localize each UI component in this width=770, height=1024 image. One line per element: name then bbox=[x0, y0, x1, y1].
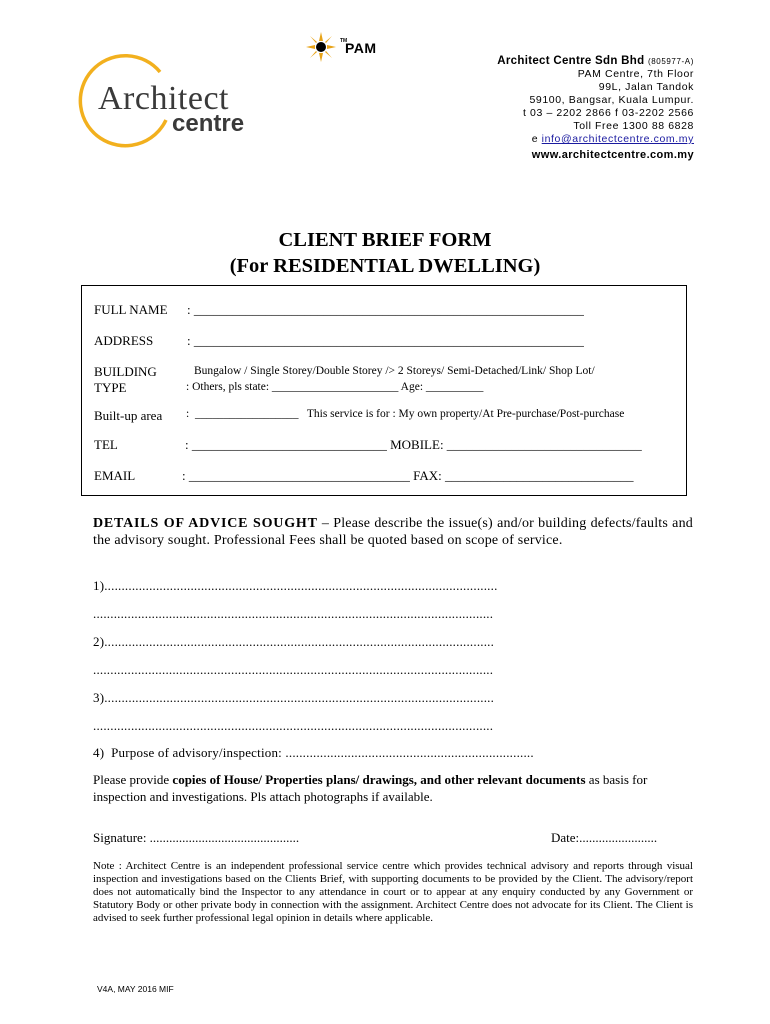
disclaimer-note: Note : Architect Centre is an independent professional service centre which provides technical advisory and reports through visual inspection and investigations based on the Clients Brief, with supporting documents to be provided by the Client. The advisory/report does not automatically bind the Inspector to any attendance in court or to appear at any enquiry conducted by any Government or Statutory Body or other private body in connection with the assignment. Architect Centre does not advocate for its Client. The Client is advised to seek further professional legal opinion in details where applicable. bbox=[93, 860, 693, 924]
building-type-label-1: BUILDING bbox=[94, 364, 157, 379]
phone-fax: t 03 – 2202 2866 f 03-2202 2566 bbox=[523, 107, 694, 119]
date-field[interactable]: Date:........................ bbox=[551, 830, 658, 845]
advice-purpose-line[interactable]: 4) Purpose of advisory/inspection: ........................................................................ bbox=[93, 745, 534, 760]
advice-line-2[interactable]: 2)................................................................................................................. bbox=[93, 634, 495, 649]
provide-documents-bold: copies of House/ Properties plans/ drawings, and other relevant documents bbox=[172, 772, 586, 787]
company-name: Architect Centre Sdn Bhd bbox=[497, 55, 645, 67]
pam-wordmark: PAM bbox=[345, 40, 377, 56]
tel-mobile-field[interactable]: : ______________________________ MOBILE: ______________________________ bbox=[185, 437, 642, 452]
advice-line-3-continued[interactable]: .................................................................................................................... bbox=[93, 718, 494, 733]
building-type-options[interactable]: Bungalow / Single Storey/Double Storey /> 2 Storeys/ Semi-Detached/Link/ Shop Lot/ bbox=[194, 365, 595, 377]
toll-free: Toll Free 1300 88 6828 bbox=[573, 120, 694, 132]
advice-line-1[interactable]: 1).................................................................................................................. bbox=[93, 578, 498, 593]
advice-paragraph bbox=[93, 515, 693, 549]
provide-prefix: Please provide bbox=[93, 772, 173, 787]
advice-line-2-continued[interactable]: .................................................................................................................... bbox=[93, 662, 494, 677]
address-label: ADDRESS bbox=[94, 333, 154, 348]
pam-trademark: TM bbox=[340, 38, 348, 44]
email-label: EMAIL bbox=[94, 468, 136, 483]
website[interactable]: www.architectcentre.com.my bbox=[531, 149, 694, 161]
company-reg: (805977-A) bbox=[647, 57, 694, 66]
advice-heading: DETAILS OF ADVICE SOUGHT bbox=[93, 516, 318, 531]
company-info bbox=[497, 55, 694, 162]
tel-label: TEL bbox=[94, 437, 118, 452]
address-field[interactable]: : ____________________________________________________________ bbox=[187, 333, 584, 348]
pam-sun-icon bbox=[306, 32, 336, 62]
advice-line-3[interactable]: 3)................................................................................................................. bbox=[93, 690, 495, 705]
provide-documents-text bbox=[93, 771, 703, 805]
logo-architect-word: Architect bbox=[98, 80, 229, 117]
builtup-area-label: Built-up area bbox=[94, 408, 163, 423]
advice-description: – Please describe the issue(s) and/or building defects/faults and the advisory sought. Professional Fees shall be quoted based on scope of service. bbox=[93, 516, 693, 548]
logo-centre-word: centre bbox=[172, 110, 245, 137]
form-subtitle: (For RESIDENTIAL DWELLING) bbox=[229, 255, 541, 277]
email-fax-field[interactable]: : __________________________________ FAX: _____________________________ bbox=[182, 468, 634, 483]
signature-field[interactable]: Signature: .............................................. bbox=[93, 830, 300, 845]
email-prefix: e bbox=[531, 133, 542, 145]
address-line-3: 59100, Bangsar, Kuala Lumpur. bbox=[529, 94, 694, 106]
full-name-label: FULL NAME bbox=[94, 302, 168, 317]
advice-line-1-continued[interactable]: .................................................................................................................... bbox=[93, 606, 494, 621]
builtup-area-field[interactable]: : __________________ This service is for : My own property/At Pre-purchase/Post-purchase bbox=[186, 408, 625, 420]
full-name-field[interactable]: : ____________________________________________________________ bbox=[187, 302, 584, 317]
form-title: CLIENT BRIEF FORM bbox=[278, 229, 492, 251]
email-link[interactable]: info@architectcentre.com.my bbox=[541, 133, 694, 145]
address-line-1: PAM Centre, 7th Floor bbox=[577, 68, 694, 80]
address-line-2: 99L, Jalan Tandok bbox=[598, 81, 694, 93]
building-type-others[interactable]: : Others, pls state: ______________________ Age: __________ bbox=[186, 381, 484, 393]
building-type-label-2: TYPE bbox=[94, 380, 127, 395]
provide-suffix: as basis for inspection and investigations. Pls attach photographs if available. bbox=[93, 772, 648, 804]
client-details-box bbox=[81, 285, 687, 496]
version-footer: V4A, MAY 2016 MIF bbox=[97, 984, 174, 994]
